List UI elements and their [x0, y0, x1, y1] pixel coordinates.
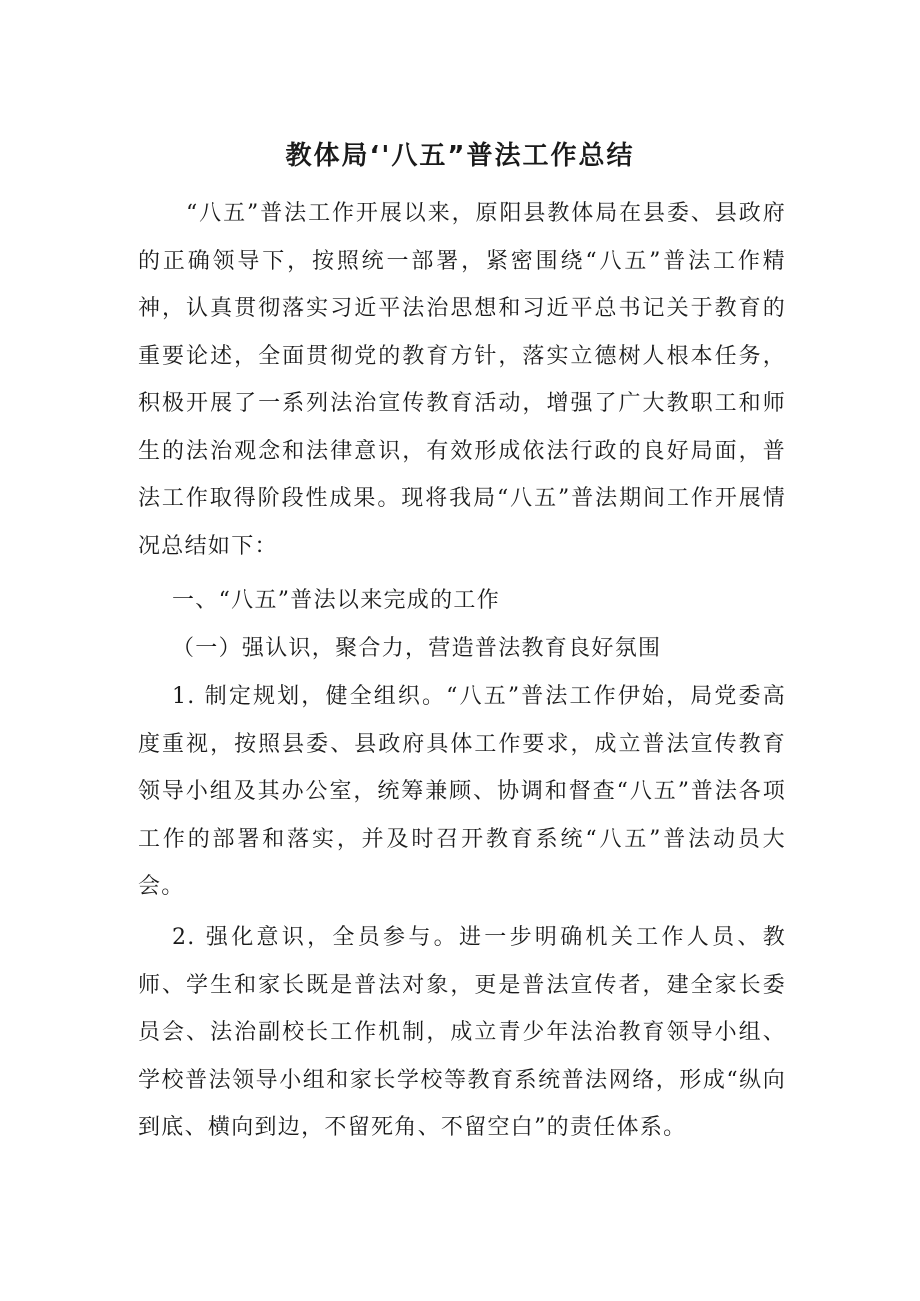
subsection-heading: （一）强认识，聚合力，营造普法教育良好氛围 — [172, 636, 662, 661]
document-title: 教体局‘'八五”普法工作总结 — [285, 141, 635, 172]
section-heading: 一、“八五”普法以来完成的工作 — [172, 588, 500, 613]
item-1-paragraph: 1. 制定规划，健全组织。“八五”普法工作伊始，局党委高度重视，按照县委、县政府具体工作要求，成立普法宣传教育领导小组及其办公室，统筹兼顾、协调和督查“八五”普法各项工作的部署和落实，并及时召开教育系统“八五”普法动员大会。 — [138, 684, 786, 899]
item-2-paragraph: 2. 强化意识，全员参与。进一步明确机关工作人员、教师、学生和家长既是普法对象，更是普法宣传者，建全家长委员会、法治副校长工作机制，成立青少年法治教育领导小组、学校普法领导小组和家长学校等教育系统普法网络，形成“纵向到底、横向到边，不留死角、不留空白”的责任体系。 — [138, 925, 786, 1140]
intro-paragraph: “八五”普法工作开展以来，原阳县教体局在县委、县政府的正确领导下，按照统一部署，紧密围绕“八五”普法工作精神，认真贯彻落实习近平法治思想和习近平总书记关于教育的重要论述，全面贯彻党的教育方针，落实立德树人根本任务，积极开展了一系列法治宣传教育活动，增强了广大教职工和师生的法治观念和法律意识，有效形成依法行政的良好局面，普法工作取得阶段性成果。现将我局“八五”普法期间工作开展情况总结如下： — [138, 201, 786, 559]
